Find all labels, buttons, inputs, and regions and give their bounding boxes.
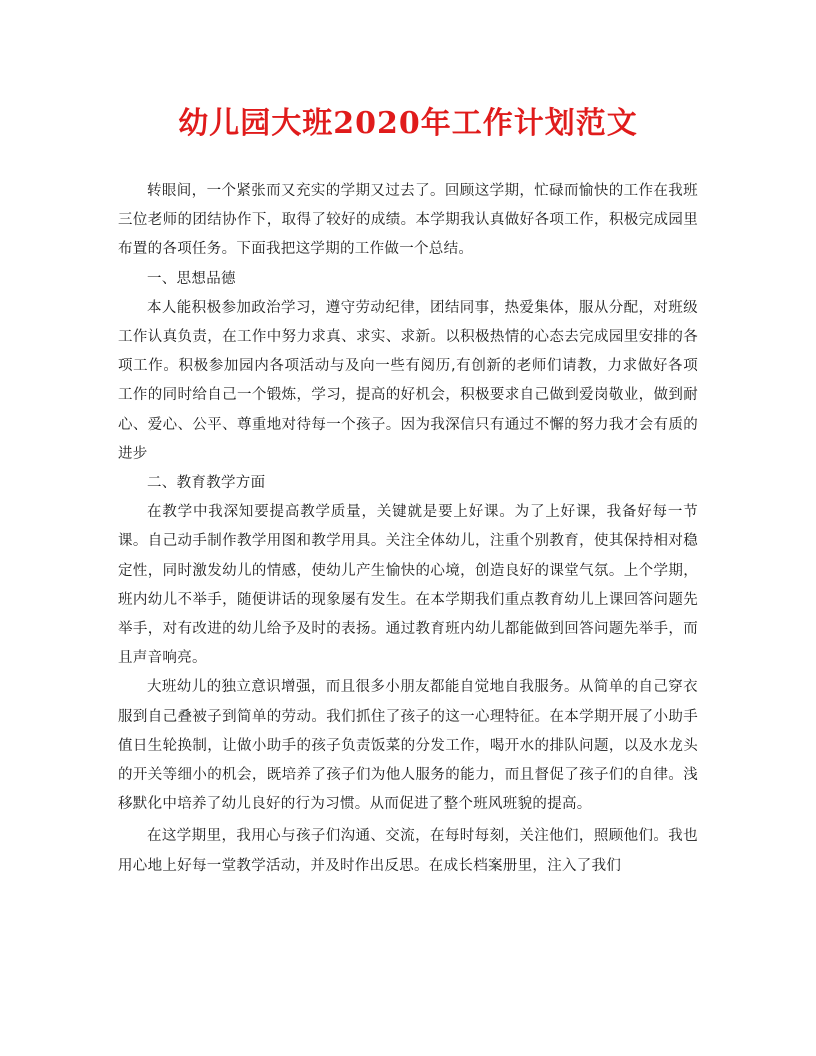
document-title: 幼儿园大班2020年工作计划范文 bbox=[178, 106, 638, 141]
teaching-paragraph-1: 在教学中我深知要提高教学质量，关键就是要上好课。为了上好课，我备好每一节课。自己动手制作教学用图和教学用具。关注全体幼儿，注重个别教育，使其保持相对稳定性，同时激发幼儿的情感，使幼儿产生愉快的心境，创造良好的课堂气氛。上个学期，班内幼儿不举手，随便讲话的现象屡有发生。在本学期我们重点教育幼儿上课回答问题先举手，对有改进的幼儿给予及时的表扬。通过教育班内幼儿都能做到回答问题先举手，而且声音响亮。 bbox=[118, 504, 698, 667]
teaching-paragraph-3: 在这学期里，我用心与孩子们沟通、交流，在每时每刻，关注他们，照顾他们。我也用心地上好每一堂教学活动，并及时作出反思。在成长档案册里，注入了我们 bbox=[118, 828, 698, 874]
teaching-paragraph-2: 大班幼儿的独立意识增强，而且很多小朋友都能自觉地自我服务。从简单的自己穿衣服到自己叠被子到简单的劳动。我们抓住了孩子的这一心理特征。在本学期开展了小助手值日生轮换制，让做小助手的孩子负责饭菜的分发工作，喝开水的排队问题，以及水龙头的开关等细小的机会，既培养了孩子们为他人服务的能力，而且督促了孩子们的自律。浅移默化中培养了幼儿良好的行为习惯。从而促进了整个班风班貌的提高。 bbox=[118, 679, 698, 813]
document-body bbox=[118, 177, 698, 881]
intro-paragraph: 转眼间，一个紧张而又充实的学期又过去了。回顾这学期，忙碌而愉快的工作在我班三位老师的团结协作下，取得了较好的成绩。本学期我认真做好各项工作，积极完成园里布置的各项任务。下面我把这学期的工作做一个总结。 bbox=[118, 183, 698, 258]
section-heading-moral: 一、思想品德 bbox=[147, 270, 236, 287]
moral-paragraph: 本人能积极参加政治学习，遵守劳动纪律，团结同事，热爱集体，服从分配，对班级工作认真负责，在工作中努力求真、求实、求新。以积极热情的心态去完成园里安排的各项工作。积极参加园内各项活动与及向一些有阅历,有创新的老师们请教，力求做好各项工作的同时给自己一个锻炼，学习，提高的好机会，积极要求自己做到爱岗敬业，做到耐心、爱心、公平、尊重地对待每一个孩子。因为我深信只有通过不懈的努力我才会有质的进步 bbox=[118, 299, 698, 462]
section-heading-teaching: 二、教育教学方面 bbox=[147, 475, 266, 492]
